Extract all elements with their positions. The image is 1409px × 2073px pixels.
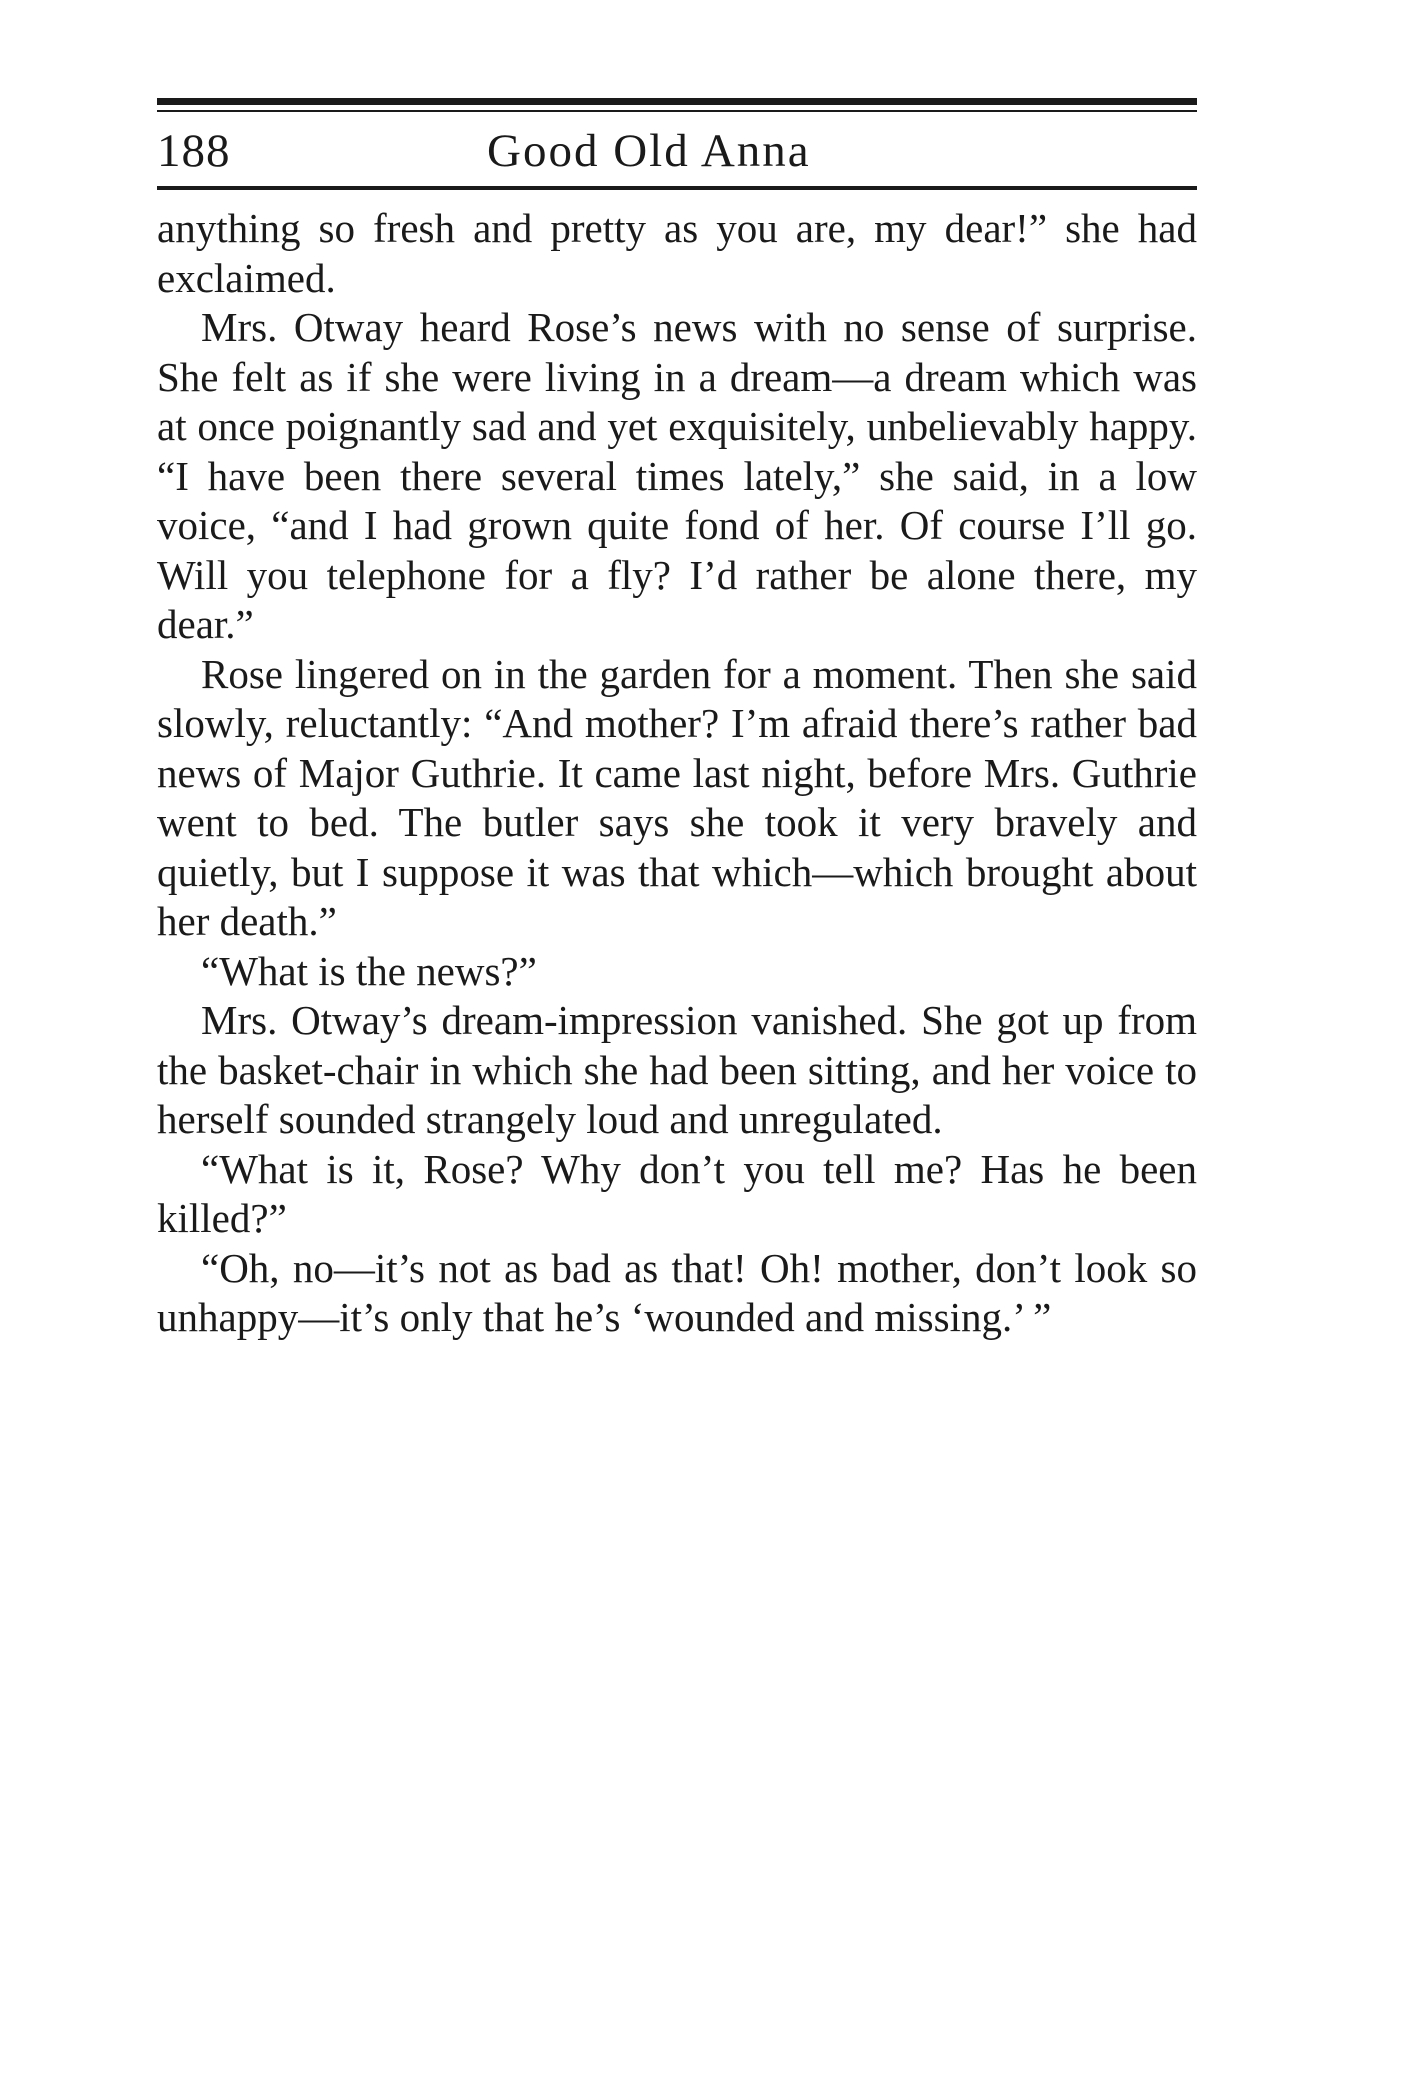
book-page [157,98,1197,1343]
running-header [157,116,1197,186]
paragraph: anything so fresh and pretty as you are, my dear!” she had exclaimed. [157,205,1197,301]
header-rule [157,186,1197,190]
top-rule-thin [157,110,1197,112]
top-rule-thick [157,98,1197,105]
paragraph: “What is it, Rose? Why don’t you tell me? Has he been killed?” [157,1145,1197,1241]
paragraph: Mrs. Otway’s dream-impression vanished. She got up from the basket-chair in which she had been sitting, and her voice to herself sounded strangely loud and unregulated. [157,997,1197,1142]
body-text [157,204,1197,1343]
page-number: 188 [157,125,231,177]
paragraph: “What is the news?” [201,947,537,994]
running-title: Good Old Anna [487,125,811,177]
paragraph: Rose lingered on in the garden for a moment. Then she said slowly, reluctantly: “And mother? I’m afraid there’s rather bad news of Major Guthrie. It came last night, before Mrs. Guthrie went to bed. The butler says she took it very bravely and quietly, but I suppose it was that which—which brought about her death.” [157,650,1197,944]
paragraph: “Oh, no—it’s not as bad as that! Oh! mother, don’t look so unhappy—it’s only that he’s ‘wounded and missing.’ ” [157,1244,1197,1340]
paragraph: Mrs. Otway heard Rose’s news with no sense of surprise. She felt as if she were living in a dream—a dream which was at once poignantly sad and yet exquisitely, unbelievably happy. “I have been there several times lately,” she said, in a low voice, “and I had grown quite fond of her. Of course I’ll go. Will you telephone for a fly? I’d rather be alone there, my dear.” [157,304,1197,647]
